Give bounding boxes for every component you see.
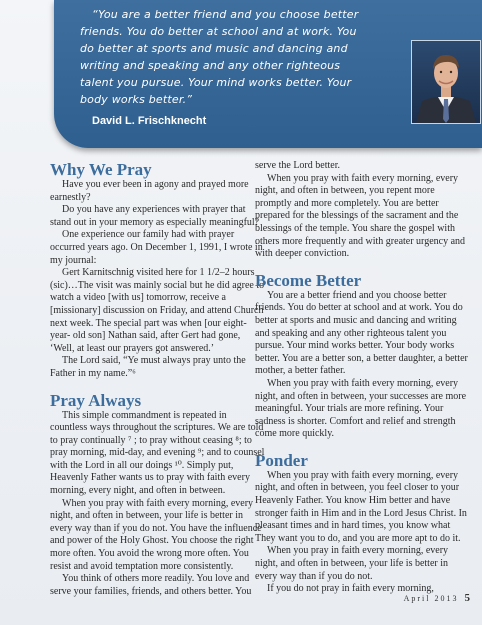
paragraph: The Lord said, “Ye must always pray unto the Father in my name.”⁶ <box>50 355 246 379</box>
heading-ponder: Ponder <box>255 450 308 470</box>
heading-pray-always: Pray Always <box>50 390 142 410</box>
left-column <box>50 160 265 598</box>
section-gap <box>50 381 265 391</box>
page-footer <box>404 592 470 604</box>
paragraph: When you pray with faith every morning, every night, and often in between, your life is better in every way than if you do not. You have the influence and power of the Holy Ghost. You choose the right more often. You avoid the wrong more often. You resist and avoid temptation more consistently. <box>50 497 262 572</box>
paragraph: If you do not pray in faith every morning, <box>267 583 434 595</box>
paragraph: You are a better friend and you choose better friends. You do better at school and at work. You do better at sports and music and dancing and writing and speaking and any other righteous talent you pursue. Your mind works better. Your body works better. You are a better son, a better daughter, a better mother, a better father. <box>255 289 468 377</box>
paragraph: One experience our family had with prayer occurred years ago. On December 1, 1991, I wrote in my journal: <box>50 229 263 266</box>
paragraph: When you pray with faith every morning, every night, and often in between, your successes are more meaningful. Your trials are more refining. Your sadness is shorter. Comfort and relief and strength come more quickly. <box>255 377 467 440</box>
right-column <box>255 160 472 596</box>
paragraph: When you pray in faith every morning, every night, and often in between, your life is better in every way than if you do not. <box>255 545 449 582</box>
pull-quote-box <box>54 0 482 148</box>
section-gap <box>255 261 472 271</box>
heading-become-better: Become Better <box>255 270 362 290</box>
paragraph: Do you have any experiences with prayer that stand out in your memory as especially meaningful? <box>50 204 260 228</box>
author-portrait-image <box>411 40 481 124</box>
paragraph: Gert Karnitschnig visited here for 1 1/2–2 hours (sic)…The visit was mainly social but he did agree to watch a video [with us] tomorrow, receive a [missionary] discussion on Friday, and attend Church next week. The special part was when [our eight-year- old son] Nathan said, after Gert had gone, ‘Well, at least our prayers got answered.’ <box>50 267 265 354</box>
section-gap <box>255 441 472 451</box>
pull-quote-author: David L. Frischknecht <box>92 115 207 127</box>
paragraph: When you pray with faith every morning, every night, and often in between, you repent more promptly and more completely. You are better prepared for the blessings of the sacrament and the blessings of the temple. You share the gospel with others more frequently and with greater urgency and with deeper conviction. <box>255 172 466 260</box>
paragraph: This simple commandment is repeated in countless ways throughout the scriptures. We are told to pray continually ⁷ ; to pray without ceasing ⁸; to pray morning, mid-day, and evening ⁹; and to counsel with the Lord in all our doings ¹⁰. Simply put, Heavenly Father wants us to pray with faith every morning, every night, and often in between. <box>50 409 265 497</box>
paragraph: Have you ever been in agony and prayed more earnestly? <box>50 179 249 203</box>
paragraph: When you pray with faith every morning, every night, and often in between, you feel closer to your Heavenly Father. You know Him better and have stronger faith in Him and in the Lord Jesus Christ. In pleasant times and in hard times, you know what They want you to do, and you are more apt to do it. <box>255 469 467 544</box>
paragraph: serve the Lord better. <box>255 160 340 171</box>
heading-why-we-pray: Why We Pray <box>50 160 152 179</box>
pull-quote-text: “You are a better friend and you choose better friends. You do better at school and at work. You do better at sports and music and dancing and writing and speaking and any other righteous talent you pursue. Your mind works better. Your body works better.” <box>80 8 359 106</box>
issue-date: April 2013 <box>403 594 459 603</box>
paragraph: You think of others more readily. You love and serve your families, friends, and others better. You <box>50 573 252 597</box>
page-number: 5 <box>464 592 470 604</box>
portrait-illustration <box>412 41 480 123</box>
